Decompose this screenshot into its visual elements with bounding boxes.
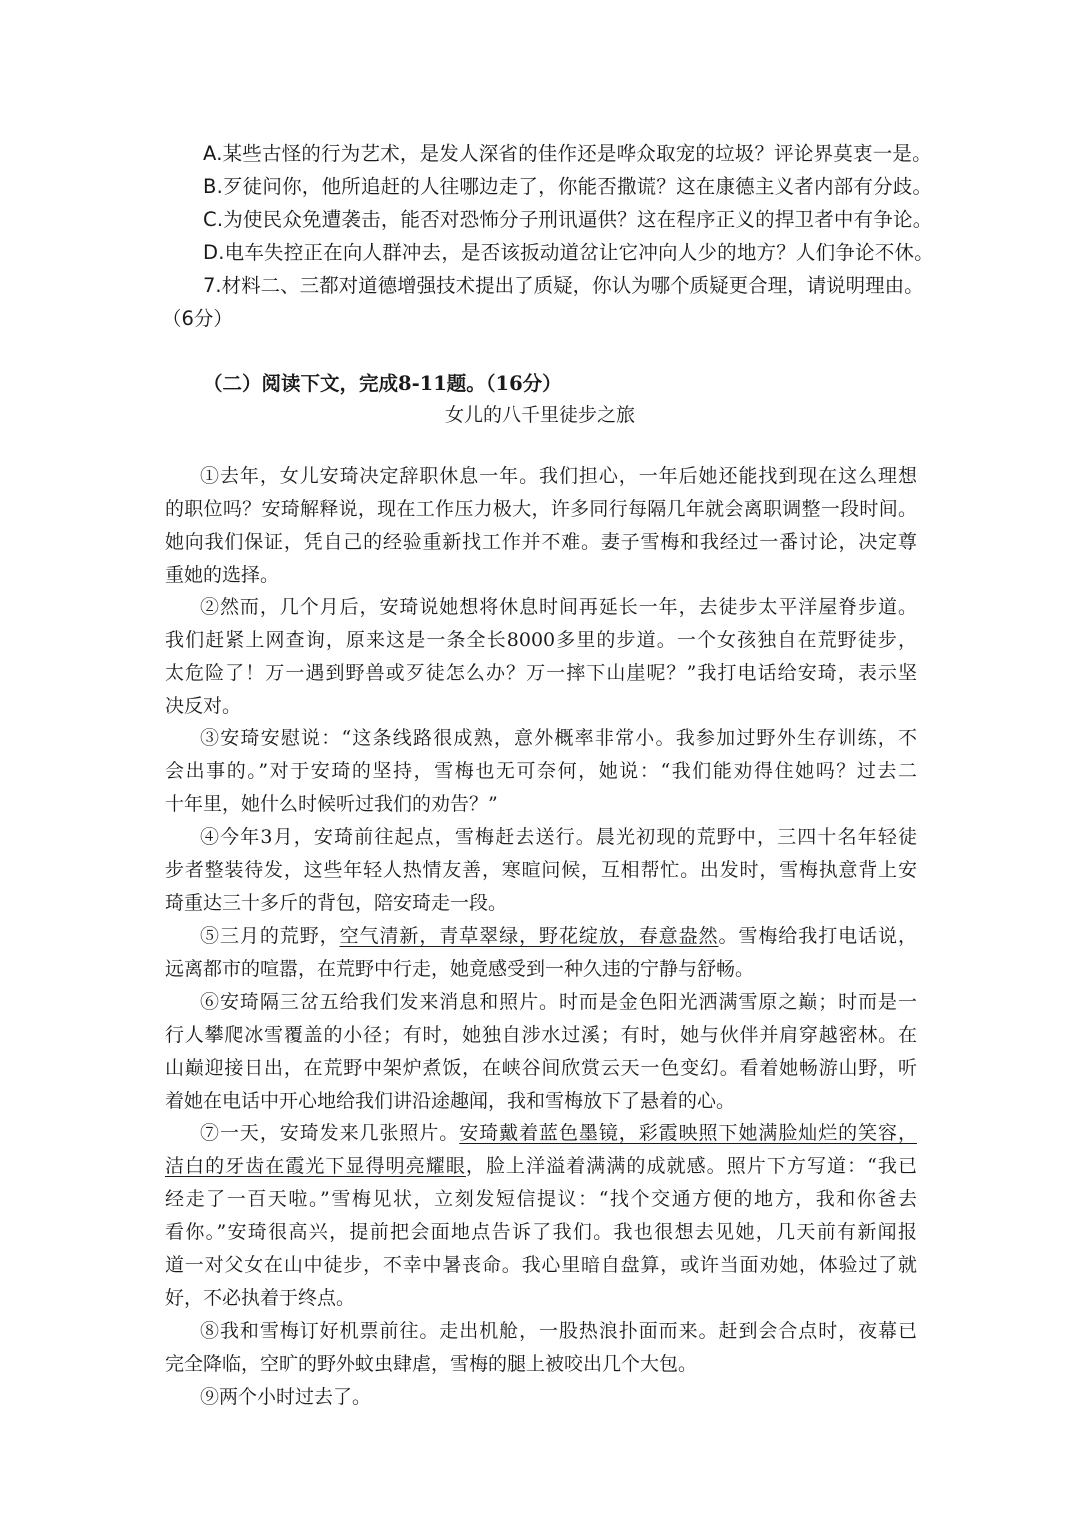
p7-underlined-phrase-1: 安琦戴着蓝色墨镜，彩霞映照下她满脸灿烂的笑容，	[459, 1122, 917, 1144]
p1-line-3: 她向我们保证，凭自己的经验重新找工作并不难。妻子雪梅和我经过一番讨论，决定尊	[165, 531, 917, 553]
question-7-line-1: 7.材料二、三都对道德增强技术提出了质疑，你认为哪个质疑更合理，请说明理由。	[203, 274, 924, 297]
p7-line-1	[200, 1118, 917, 1145]
p4-line-1: ④今年3月，安琦前往起点，雪梅赶去送行。晨光初现的荒野中，三四十名年轻徒	[200, 826, 917, 848]
p3-line-1: ③安琦安慰说：“这条线路很成熟，意外概率非常小。我参加过野外生存训练，不	[200, 727, 917, 749]
section-header: （二）阅读下文，完成8-11题。（16分）	[203, 372, 562, 395]
p4-line-3: 琦重达三十多斤的背包，陪安琦走一段。	[165, 892, 508, 914]
p1-line-2: 的职位吗？安琦解释说，现在工作压力极大，许多同行每隔几年就会离职调整一段时间。	[165, 498, 917, 520]
p6-line-1: ⑥安琦隔三岔五给我们发来消息和照片。时而是金色阳光洒满雪原之巅；时而是一	[200, 991, 917, 1013]
p2-line-4: 决反对。	[165, 695, 242, 717]
p4-line-2: 步者整装待发，这些年轻人热情友善，寒暄问候，互相帮忙。出发时，雪梅执意背上安	[165, 859, 917, 881]
p5-line-1	[200, 921, 917, 948]
p7-line-1-start: ⑦一天，安琦发来几张照片。	[200, 1122, 460, 1144]
question-7-line-2: （6分）	[162, 307, 233, 330]
p7-line-2	[165, 1151, 917, 1178]
p9-line-1: ⑨两个小时过去了。	[200, 1386, 372, 1408]
option-b: B.歹徒问你，他所追赶的人往哪边走了，你能否撒谎？这在康德主义者内部有分歧。	[203, 175, 933, 198]
article-title: 女儿的八千里徒步之旅	[444, 404, 635, 426]
p7-line-4: 看你。”安琦很高兴，提前把会面地点告诉了我们。我也很想去见她，几天前有新闻报	[165, 1221, 917, 1243]
p3-line-2: 会出事的。”对于安琦的坚持，雪梅也无可奈何，她说：“我们能劝得住她吗？过去二	[165, 760, 917, 782]
p6-line-3: 山巅迎接日出，在荒野中架炉煮饭，在峡谷间欣赏云天一色变幻。看着她畅游山野，听	[165, 1057, 917, 1079]
p6-line-2: 行人攀爬冰雪覆盖的小径；有时，她独自涉水过溪；有时，她与伙伴并肩穿越密林。在	[165, 1024, 917, 1046]
p2-line-2: 我们赶紧上网查询，原来这是一条全长8000多里的步道。一个女孩独自在荒野徒步，	[165, 629, 917, 651]
p5-line-1-end: 。雪梅给我打电话说，	[718, 925, 917, 947]
p8-line-2: 完全降临，空旷的野外蚊虫肆虐，雪梅的腿上被咬出几个大包。	[165, 1353, 698, 1375]
p2-line-3: 太危险了！万一遇到野兽或歹徒怎么办？万一摔下山崖呢？”我打电话给安琦，表示坚	[165, 662, 917, 684]
p5-underlined-phrase: 空气清新，青草翠绿，野花绽放，春意盎然	[339, 925, 719, 947]
p7-line-2-end: ，脸上洋溢着满满的成就感。照片下方写道：“我已	[465, 1155, 917, 1177]
option-c: C.为使民众免遭袭击，能否对恐怖分子刑讯逼供？这在程序正义的捍卫者中有争论。	[203, 208, 933, 231]
p5-line-2: 远离都市的喧嚣，在荒野中行走，她竟感受到一种久违的宁静与舒畅。	[165, 958, 755, 980]
p6-line-4: 着她在电话中开心地给我们讲沿途趣闻，我和雪梅放下了悬着的心。	[165, 1090, 736, 1112]
p3-line-3: 十年里，她什么时候听过我们的劝告？”	[165, 793, 498, 815]
p5-line-1-start: ⑤三月的荒野，	[200, 925, 340, 947]
p7-line-5: 道一对父女在山中徒步，不幸中暑丧命。我心里暗自盘算，或许当面劝她，体验过了就	[165, 1254, 917, 1276]
p1-line-4: 重她的选择。	[165, 564, 280, 586]
p7-line-3: 经走了一百天啦。”雪梅见状，立刻发短信提议：“找个交通方便的地方，我和你爸去	[165, 1188, 917, 1210]
p7-line-6: 好，不必执着于终点。	[165, 1287, 356, 1309]
p2-line-1: ②然而，几个月后，安琦说她想将休息时间再延长一年，去徒步太平洋屋脊步道。	[200, 596, 917, 618]
p7-underlined-phrase-2: 洁白的牙齿在霞光下显得明亮耀眼	[165, 1155, 466, 1177]
option-d: D.电车失控正在向人群冲去，是否该扳动道岔让它冲向人少的地方？人们争论不休。	[203, 241, 934, 264]
p8-line-1: ⑧我和雪梅订好机票前往。走出机舱，一股热浪扑面而来。赶到会合点时，夜幕已	[200, 1320, 917, 1342]
option-a: A.某些古怪的行为艺术，是发人深省的佳作还是哗众取宠的垃圾？评论界莫衷一是。	[203, 142, 932, 165]
p1-line-1: ①去年，女儿安琦决定辞职休息一年。我们担心，一年后她还能找到现在这么理想	[200, 465, 917, 487]
